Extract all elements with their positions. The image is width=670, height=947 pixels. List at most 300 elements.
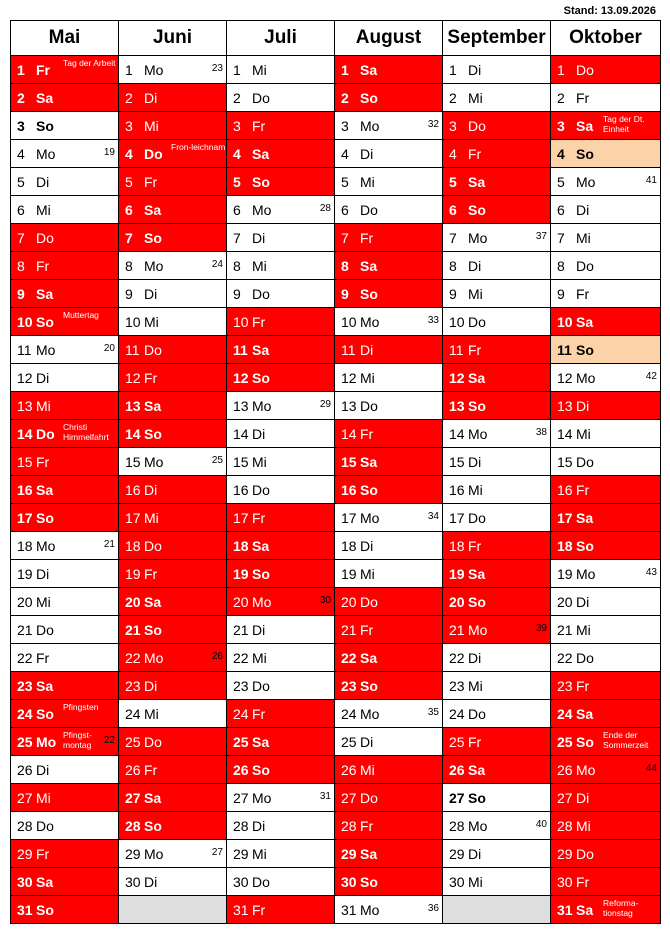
day-number: 28 [449, 818, 465, 834]
day-cell [443, 308, 551, 336]
weekday-label: Mi [468, 286, 483, 302]
day-cell [443, 196, 551, 224]
day-number: 4 [557, 146, 565, 162]
weekday-label: Sa [36, 874, 54, 890]
weekday-label: Do [576, 846, 594, 862]
day-cell [443, 616, 551, 644]
weekday-label: Mi [36, 398, 51, 414]
holiday-note: Muttertag [63, 310, 99, 320]
day-cell [443, 504, 551, 532]
week-number: 21 [103, 539, 115, 550]
day-row [11, 812, 661, 840]
day-number: 29 [557, 846, 573, 862]
weekday-label: Do [252, 90, 270, 106]
weekday-label: Mi [468, 678, 483, 694]
day-cell [551, 616, 661, 644]
holiday-note: Tag der Dt. Einheit [603, 114, 645, 134]
day-cell [335, 868, 443, 896]
weekday-label: Fr [360, 230, 374, 246]
day-cell [443, 280, 551, 308]
day-number: 26 [125, 762, 141, 778]
day-number: 16 [557, 482, 573, 498]
day-number: 22 [341, 650, 357, 666]
month-header: August [335, 21, 443, 56]
day-cell [227, 56, 335, 84]
week-number: 33 [427, 315, 439, 326]
day-row [11, 504, 661, 532]
day-number: 3 [557, 118, 565, 134]
day-cell [11, 868, 119, 896]
day-number: 1 [449, 62, 457, 78]
holiday-note: Pfingst-montag [63, 730, 92, 750]
day-number: 10 [449, 314, 465, 330]
day-number: 8 [341, 258, 349, 274]
day-number: 31 [341, 902, 357, 918]
day-cell [335, 700, 443, 728]
day-cell [551, 896, 661, 924]
weekday-label: Do [252, 678, 270, 694]
weekday-label: So [360, 874, 378, 890]
weekday-label: Sa [36, 90, 54, 106]
day-cell [227, 896, 335, 924]
day-cell [335, 588, 443, 616]
day-number: 6 [233, 202, 241, 218]
weekday-label: Mo [468, 426, 488, 442]
week-number: 20 [103, 343, 115, 354]
weekday-label: Fr [576, 874, 590, 890]
day-number: 28 [233, 818, 249, 834]
holiday-note: Reforma-tionstag [603, 898, 639, 918]
day-cell [119, 896, 227, 924]
weekday-label: Sa [144, 398, 162, 414]
day-number: 13 [233, 398, 249, 414]
day-cell [119, 868, 227, 896]
day-cell [11, 448, 119, 476]
day-cell [11, 420, 119, 448]
day-number: 17 [557, 510, 573, 526]
weekday-label: Mi [576, 622, 591, 638]
weekday-label: So [144, 426, 162, 442]
weekday-label: Mo [360, 902, 380, 918]
day-row [11, 840, 661, 868]
day-row [11, 616, 661, 644]
day-row [11, 140, 661, 168]
weekday-label: Mo [144, 258, 164, 274]
day-cell [11, 700, 119, 728]
stand-date: Stand: 13.09.2026 [563, 5, 656, 17]
day-number: 3 [341, 118, 349, 134]
day-cell [227, 308, 335, 336]
day-number: 2 [17, 90, 25, 106]
weekday-label: Mo [144, 846, 164, 862]
day-number: 28 [557, 818, 573, 834]
day-cell [443, 672, 551, 700]
day-cell [119, 560, 227, 588]
weekday-label: Do [36, 818, 54, 834]
day-number: 6 [17, 202, 25, 218]
weekday-label: Sa [576, 510, 594, 526]
weekday-label: Mi [576, 230, 591, 246]
weekday-label: So [144, 230, 162, 246]
week-number: 32 [427, 119, 439, 130]
day-number: 5 [233, 174, 241, 190]
day-cell [335, 476, 443, 504]
day-number: 12 [233, 370, 249, 386]
weekday-label: Fr [36, 62, 50, 78]
day-cell [335, 364, 443, 392]
weekday-label: Fr [468, 734, 482, 750]
day-number: 24 [341, 706, 357, 722]
day-cell [335, 784, 443, 812]
day-cell [335, 840, 443, 868]
day-number: 25 [341, 734, 357, 750]
week-number: 27 [211, 847, 223, 858]
day-cell [119, 672, 227, 700]
day-cell [443, 588, 551, 616]
day-number: 22 [557, 650, 573, 666]
day-number: 1 [341, 62, 349, 78]
day-cell [443, 448, 551, 476]
day-row [11, 420, 661, 448]
weekday-label: Fr [144, 762, 158, 778]
weekday-label: Fr [360, 622, 374, 638]
day-number: 14 [341, 426, 357, 442]
day-number: 21 [17, 622, 33, 638]
day-cell [119, 616, 227, 644]
weekday-label: Mo [468, 230, 488, 246]
weekday-label: Fr [36, 846, 50, 862]
weekday-label: Mi [252, 454, 267, 470]
day-cell [227, 392, 335, 420]
weekday-label: Do [252, 482, 270, 498]
day-cell [119, 112, 227, 140]
day-cell [551, 532, 661, 560]
day-number: 11 [17, 342, 32, 358]
day-number: 24 [17, 706, 33, 722]
day-number: 1 [125, 62, 133, 78]
day-cell [443, 168, 551, 196]
day-number: 17 [449, 510, 465, 526]
weekday-label: Mi [576, 818, 591, 834]
weekday-label: Fr [360, 818, 374, 834]
day-number: 16 [125, 482, 141, 498]
day-number: 8 [233, 258, 241, 274]
day-number: 21 [341, 622, 357, 638]
weekday-label: Sa [468, 566, 486, 582]
week-number: 34 [427, 511, 439, 522]
day-number: 4 [341, 146, 349, 162]
weekday-label: Sa [144, 790, 162, 806]
day-number: 21 [125, 622, 141, 638]
day-number: 18 [341, 538, 357, 554]
day-cell [227, 112, 335, 140]
day-cell [11, 224, 119, 252]
weekday-label: Di [36, 370, 50, 386]
weekday-label: Di [252, 818, 266, 834]
weekday-label: Mo [468, 818, 488, 834]
day-cell [443, 756, 551, 784]
day-number: 7 [233, 230, 241, 246]
weekday-label: So [576, 146, 594, 162]
day-cell [119, 196, 227, 224]
day-number: 3 [233, 118, 241, 134]
day-number: 19 [557, 566, 573, 582]
day-cell [119, 168, 227, 196]
weekday-label: Mi [360, 566, 375, 582]
holiday-note: Ende der Sommerzeit [603, 730, 649, 750]
day-row [11, 728, 661, 756]
weekday-label: Di [144, 482, 158, 498]
day-cell [443, 140, 551, 168]
weekday-label: Mi [144, 314, 159, 330]
day-number: 16 [449, 482, 465, 498]
weekday-label: Di [252, 622, 266, 638]
day-cell [11, 728, 119, 756]
day-number: 13 [341, 398, 357, 414]
week-number: 39 [535, 623, 547, 634]
day-number: 18 [557, 538, 573, 554]
day-cell [119, 420, 227, 448]
day-cell [443, 252, 551, 280]
day-number: 28 [17, 818, 33, 834]
weekday-label: Sa [468, 370, 486, 386]
day-number: 9 [233, 286, 241, 302]
day-number: 5 [449, 174, 457, 190]
day-row [11, 56, 661, 84]
day-number: 14 [449, 426, 465, 442]
day-cell [443, 476, 551, 504]
weekday-label: Mi [468, 482, 483, 498]
day-number: 24 [449, 706, 465, 722]
weekday-label: Fr [360, 426, 374, 442]
week-number: 26 [211, 651, 223, 662]
day-number: 17 [341, 510, 357, 526]
weekday-label: So [36, 902, 54, 918]
day-number: 21 [557, 622, 573, 638]
day-number: 14 [125, 426, 141, 442]
day-cell [551, 56, 661, 84]
week-number: 42 [645, 371, 657, 382]
day-cell [227, 868, 335, 896]
day-number: 19 [17, 566, 33, 582]
day-number: 11 [557, 342, 572, 358]
day-number: 30 [233, 874, 249, 890]
weekday-label: Di [360, 734, 374, 750]
weekday-label: Sa [252, 146, 270, 162]
day-cell [335, 392, 443, 420]
weekday-label: Sa [252, 734, 270, 750]
day-number: 17 [125, 510, 141, 526]
day-cell [227, 168, 335, 196]
day-number: 27 [449, 790, 465, 806]
weekday-label: So [252, 174, 270, 190]
month-header: Oktober [551, 21, 661, 56]
day-cell [443, 112, 551, 140]
day-number: 3 [125, 118, 133, 134]
day-number: 1 [557, 62, 565, 78]
day-cell [443, 644, 551, 672]
weekday-label: Mi [252, 62, 267, 78]
weekday-label: Di [576, 202, 590, 218]
weekday-label: Do [360, 398, 378, 414]
day-cell [551, 252, 661, 280]
weekday-label: Mo [576, 174, 596, 190]
weekday-label: Di [252, 230, 266, 246]
week-number: 43 [645, 567, 657, 578]
weekday-label: Di [468, 258, 482, 274]
day-number: 15 [449, 454, 465, 470]
week-number: 29 [319, 399, 331, 410]
weekday-label: Sa [576, 902, 594, 918]
day-number: 21 [233, 622, 249, 638]
day-number: 27 [17, 790, 33, 806]
weekday-label: Mi [36, 594, 51, 610]
day-cell [11, 588, 119, 616]
day-cell [11, 280, 119, 308]
day-cell [443, 364, 551, 392]
day-number: 8 [557, 258, 565, 274]
day-number: 11 [341, 342, 356, 358]
day-cell [335, 812, 443, 840]
day-cell [227, 84, 335, 112]
day-cell [551, 672, 661, 700]
weekday-label: Do [360, 202, 378, 218]
day-cell [227, 672, 335, 700]
weekday-label: Do [468, 118, 486, 134]
day-cell [551, 392, 661, 420]
day-number: 25 [233, 734, 249, 750]
weekday-label: Mi [360, 174, 375, 190]
weekday-label: Do [36, 230, 54, 246]
weekday-label: Do [36, 426, 55, 442]
day-cell [335, 756, 443, 784]
day-cell [551, 812, 661, 840]
day-cell [227, 336, 335, 364]
day-number: 8 [449, 258, 457, 274]
weekday-label: Mo [360, 118, 380, 134]
weekday-label: Mo [144, 650, 164, 666]
weekday-label: Fr [252, 118, 266, 134]
day-number: 15 [17, 454, 33, 470]
day-number: 18 [17, 538, 33, 554]
day-cell [443, 420, 551, 448]
day-number: 26 [17, 762, 33, 778]
weekday-label: Sa [576, 118, 594, 134]
weekday-label: So [360, 482, 378, 498]
day-number: 5 [17, 174, 25, 190]
day-cell [119, 336, 227, 364]
day-number: 13 [125, 398, 141, 414]
day-number: 1 [233, 62, 241, 78]
day-number: 19 [449, 566, 465, 582]
day-number: 26 [449, 762, 465, 778]
day-number: 22 [125, 650, 141, 666]
day-number: 30 [341, 874, 357, 890]
day-number: 7 [449, 230, 457, 246]
day-cell [119, 504, 227, 532]
day-number: 4 [125, 146, 133, 162]
day-number: 26 [557, 762, 573, 778]
weekday-label: Mo [252, 594, 272, 610]
weekday-label: Di [468, 454, 482, 470]
day-cell [11, 364, 119, 392]
weekday-label: Do [468, 510, 486, 526]
day-cell [119, 700, 227, 728]
day-number: 12 [125, 370, 141, 386]
day-cell [11, 896, 119, 924]
day-cell [335, 56, 443, 84]
weekday-label: So [36, 118, 54, 134]
weekday-label: Sa [360, 258, 378, 274]
day-cell [11, 616, 119, 644]
weekday-label: Sa [468, 174, 486, 190]
day-number: 2 [449, 90, 457, 106]
day-cell [551, 504, 661, 532]
day-cell [335, 140, 443, 168]
weekday-label: Di [144, 874, 158, 890]
weekday-label: Di [360, 538, 374, 554]
day-number: 19 [341, 566, 357, 582]
day-number: 4 [17, 146, 25, 162]
day-cell [443, 560, 551, 588]
day-cell [335, 504, 443, 532]
day-cell [443, 336, 551, 364]
week-number: 35 [427, 707, 439, 718]
weekday-label: Fr [252, 314, 266, 330]
weekday-label: Do [468, 314, 486, 330]
weekday-label: Sa [252, 538, 270, 554]
day-cell [11, 504, 119, 532]
weekday-label: Mo [36, 734, 57, 750]
day-row [11, 280, 661, 308]
day-cell [335, 560, 443, 588]
day-number: 2 [341, 90, 349, 106]
weekday-label: So [576, 734, 594, 750]
day-number: 12 [449, 370, 465, 386]
day-cell [227, 280, 335, 308]
weekday-label: Sa [144, 202, 162, 218]
weekday-label: Mo [576, 370, 596, 386]
day-cell [119, 588, 227, 616]
weekday-label: So [468, 790, 486, 806]
day-cell [119, 812, 227, 840]
weekday-label: Mo [360, 314, 380, 330]
day-cell [11, 140, 119, 168]
day-number: 2 [233, 90, 241, 106]
day-number: 11 [125, 342, 140, 358]
day-number: 12 [341, 370, 357, 386]
day-number: 25 [125, 734, 141, 750]
day-number: 23 [17, 678, 33, 694]
day-number: 20 [125, 594, 141, 610]
day-number: 23 [233, 678, 249, 694]
weekday-label: So [144, 622, 162, 638]
day-cell [11, 84, 119, 112]
day-number: 2 [557, 90, 565, 106]
day-cell [551, 756, 661, 784]
day-cell [119, 140, 227, 168]
weekday-label: Di [468, 62, 482, 78]
day-row [11, 532, 661, 560]
day-cell [551, 476, 661, 504]
weekday-label: Mi [468, 90, 483, 106]
day-number: 1 [17, 62, 25, 78]
day-number: 23 [449, 678, 465, 694]
weekday-label: Do [36, 622, 54, 638]
weekday-label: Mo [468, 622, 488, 638]
day-cell [11, 308, 119, 336]
day-number: 4 [233, 146, 241, 162]
